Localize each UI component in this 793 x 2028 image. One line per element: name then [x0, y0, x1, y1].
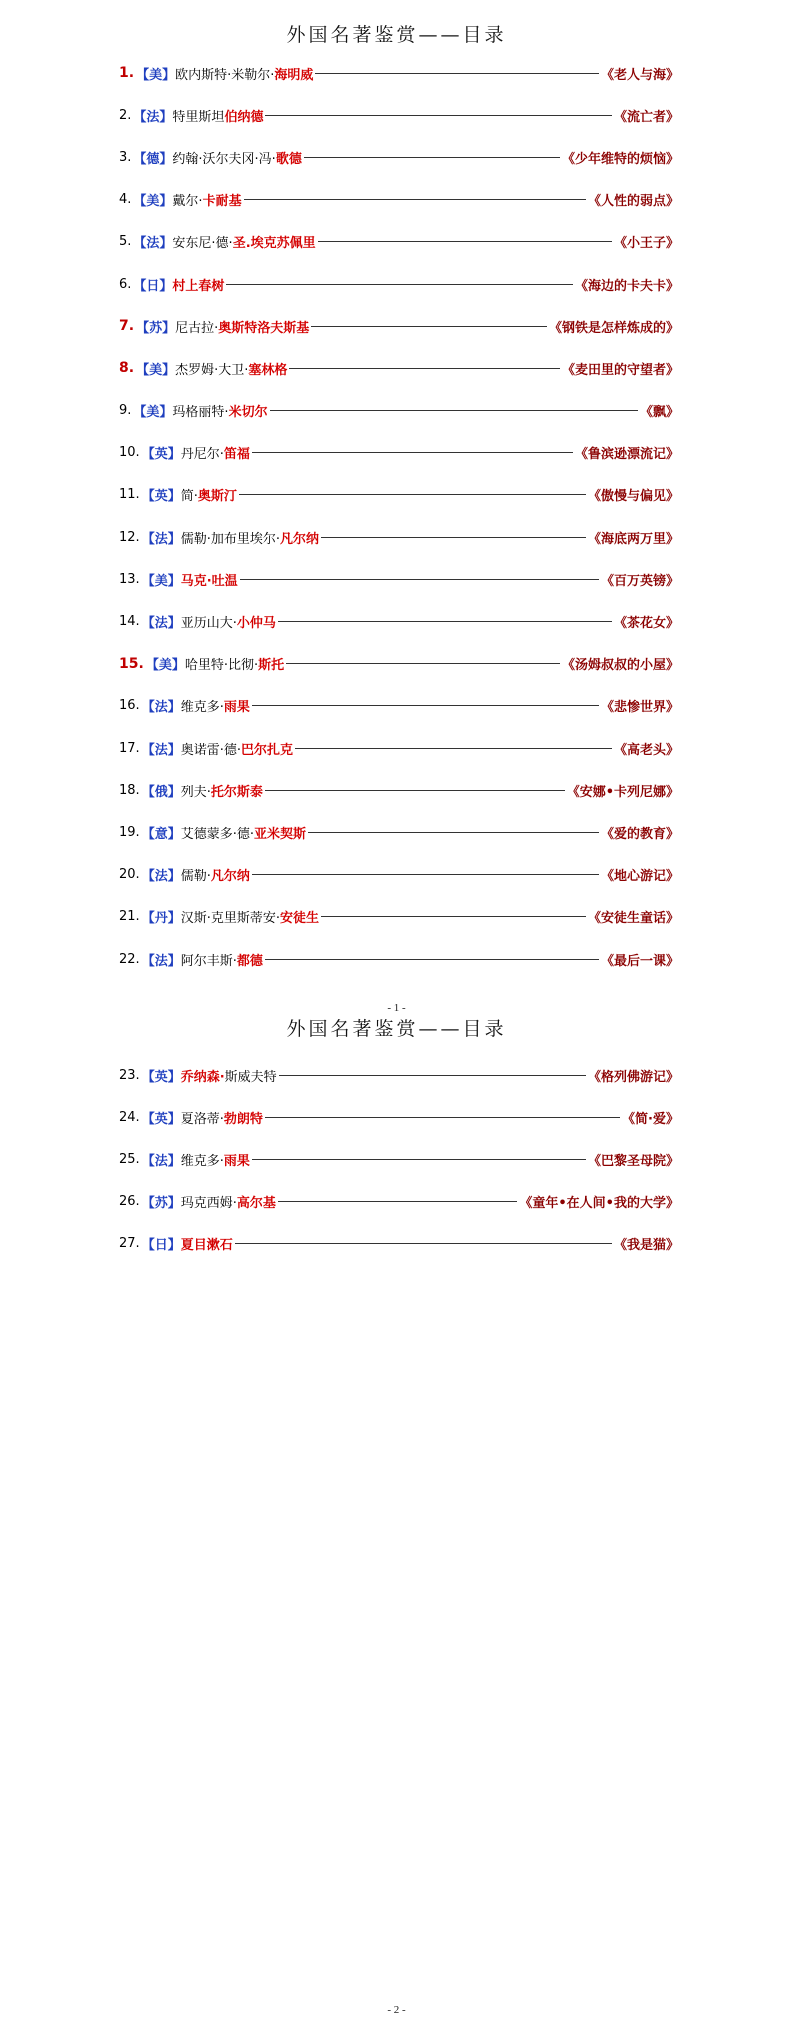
entry-country: 【意】 [141, 826, 181, 842]
entry-number: 13. [119, 571, 140, 587]
entry-country: 【英】 [141, 1069, 181, 1085]
entry-number: 19. [119, 824, 140, 840]
entry-book-title[interactable]: 《安娜•卡列尼娜》 [566, 784, 679, 800]
entry-number: 21. [119, 909, 140, 925]
entry-author-name: 杰罗姆·大卫· [175, 362, 249, 378]
entry-author-name: 戴尔· [172, 194, 203, 210]
entry-author-name: 列夫· [180, 784, 211, 800]
dot-leader [226, 284, 573, 285]
entry-author-highlight: 巴尔扎克 [240, 742, 293, 758]
entry-number: 8. [119, 360, 135, 377]
dot-leader [321, 537, 586, 538]
dot-leader [244, 199, 586, 200]
entry-author-name: 维克多· [180, 700, 224, 716]
entry-author-highlight: 雨果 [223, 700, 250, 716]
entry-country: 【美】 [141, 573, 181, 589]
entry-book-title[interactable]: 《悲惨世界》 [600, 700, 679, 716]
entry-number: 22. [119, 951, 140, 967]
entry-number: 27. [119, 1236, 140, 1252]
entry-author-highlight: 安徒生 [279, 911, 319, 927]
entry-book-title[interactable]: 《海边的卡夫卡》 [574, 278, 679, 294]
entry-number: 15. [119, 655, 144, 672]
toc-entry[interactable] [119, 516, 679, 558]
dot-leader [315, 73, 599, 74]
entry-number: 23. [119, 1067, 140, 1083]
entry-country: 【日】 [133, 278, 173, 294]
entry-author-name: 儒勒· [180, 869, 211, 885]
entry-book-title[interactable]: 《百万英镑》 [600, 573, 679, 589]
page-title: 外国名著鉴赏——目录 [286, 24, 507, 46]
entry-country: 【美】 [136, 362, 176, 378]
entry-country: 【美】 [145, 658, 185, 674]
entry-number: 5. [119, 234, 132, 250]
dot-leader [265, 959, 599, 960]
entry-number: 14. [119, 614, 140, 630]
entry-book-title[interactable]: 《少年维特的烦恼》 [561, 151, 679, 167]
entry-book-title[interactable]: 《高老头》 [613, 742, 679, 758]
entry-author-name: 尼古拉· [175, 320, 219, 336]
entry-book-title[interactable]: 《老人与海》 [600, 67, 679, 83]
entry-country: 【俄】 [141, 784, 181, 800]
dot-leader [278, 1201, 518, 1202]
toc-entry[interactable] [119, 221, 679, 263]
toc-entry[interactable] [119, 474, 679, 516]
entry-book-title[interactable]: 《麦田里的守望者》 [561, 362, 679, 378]
entry-author-highlight: 斯托 [258, 658, 285, 674]
entry-book-title[interactable]: 《简·爱》 [622, 1111, 679, 1127]
entry-author-highlight: 米切尔 [228, 405, 268, 421]
toc-entry[interactable] [119, 136, 679, 178]
entry-author-highlight: 卡耐基 [202, 194, 242, 210]
entry-author-highlight: 小仲马 [236, 616, 276, 632]
entry-country: 【法】 [141, 953, 181, 969]
toc-entry[interactable] [119, 390, 679, 432]
entry-number: 9. [119, 403, 132, 419]
entry-author-highlight: 雨果 [223, 1153, 250, 1169]
entry-book-title[interactable]: 《我是猫》 [613, 1238, 679, 1254]
dot-leader [252, 1159, 586, 1160]
entry-author-highlight: 奥斯特洛夫斯基 [218, 320, 310, 336]
dot-leader [286, 663, 560, 664]
toc-entry[interactable] [119, 94, 679, 136]
toc-entry[interactable] [119, 769, 679, 811]
entry-number: 16. [119, 698, 140, 714]
toc-entry[interactable] [119, 896, 679, 938]
entry-book-title[interactable]: 《流亡者》 [613, 109, 679, 125]
entry-book-title[interactable]: 《飘》 [639, 405, 679, 421]
entry-country: 【德】 [133, 151, 173, 167]
entry-book-title[interactable]: 《鲁滨逊漂流记》 [574, 447, 679, 463]
dot-leader [252, 705, 599, 706]
entry-author-highlight: 勃朗特 [223, 1111, 263, 1127]
entry-author-highlight: 高尔基 [236, 1196, 276, 1212]
entry-author-name: 亚历山大· [180, 616, 237, 632]
toc-entry[interactable] [119, 811, 679, 853]
entry-author-highlight: 伯纳德 [224, 109, 264, 125]
entry-author-highlight: 奥斯汀 [197, 489, 237, 505]
entry-author-highlight: 凡尔纳 [279, 531, 319, 547]
dot-leader [240, 579, 599, 580]
entry-number: 18. [119, 782, 140, 798]
entry-book-title[interactable]: 《最后一课》 [600, 953, 679, 969]
entry-country: 【英】 [141, 447, 181, 463]
dot-leader [289, 368, 560, 369]
entry-author-name: 简· [180, 489, 198, 505]
entry-number: 26. [119, 1194, 140, 1210]
entry-country: 【丹】 [141, 911, 181, 927]
entry-author-highlight: 海明威 [274, 67, 314, 83]
toc-entry[interactable] [119, 727, 679, 769]
entry-country: 【苏】 [136, 320, 176, 336]
entry-author-highlight: 村上春树 [172, 278, 225, 294]
entry-number: 10. [119, 445, 140, 461]
dot-leader [239, 494, 586, 495]
entry-book-title[interactable]: 《爱的教育》 [600, 826, 679, 842]
entry-author-name: 哈里特·比彻· [184, 658, 259, 674]
toc-entry[interactable] [119, 305, 679, 347]
entry-book-title[interactable]: 《巴黎圣母院》 [587, 1153, 679, 1169]
entry-country: 【法】 [141, 1153, 181, 1169]
dot-leader [265, 115, 612, 116]
entry-author-name: 儒勒·加布里埃尔· [180, 531, 280, 547]
entry-book-title[interactable]: 《傲慢与偏见》 [587, 489, 679, 505]
toc-entry[interactable] [119, 1138, 679, 1180]
toc-entry[interactable] [119, 643, 679, 685]
entry-book-title[interactable]: 《人性的弱点》 [587, 194, 679, 210]
toc-entry[interactable] [119, 52, 679, 94]
toc-entry[interactable] [119, 263, 679, 305]
entry-book-title[interactable]: 《茶花女》 [613, 616, 679, 632]
entry-number: 1. [119, 65, 135, 82]
dot-leader [265, 790, 565, 791]
entry-country: 【法】 [133, 109, 173, 125]
entry-book-title[interactable]: 《地心游记》 [600, 869, 679, 885]
entry-number: 11. [119, 487, 140, 503]
toc-entry[interactable] [119, 1223, 679, 1265]
entry-country: 【法】 [141, 742, 181, 758]
entry-book-title[interactable]: 《海底两万里》 [587, 531, 679, 547]
dot-leader [321, 916, 586, 917]
toc-list [119, 52, 679, 980]
dot-leader [265, 1117, 620, 1118]
dot-leader [278, 621, 612, 622]
entry-author-name: 约翰·沃尔夫冈·冯· [172, 151, 276, 167]
entry-author-highlight: 夏目漱石 [180, 1238, 233, 1254]
entry-author-name: 斯威夫特 [224, 1069, 277, 1085]
entry-country: 【美】 [133, 194, 173, 210]
entry-author-highlight: 歌德 [275, 151, 302, 167]
dot-leader [252, 874, 599, 875]
entry-author-name: 安东尼·德· [172, 236, 233, 252]
entry-country: 【法】 [133, 236, 173, 252]
entry-country: 【法】 [141, 700, 181, 716]
entry-country: 【美】 [133, 405, 173, 421]
entry-author-name: 夏洛蒂· [180, 1111, 224, 1127]
entry-author-highlight: 托尔斯泰 [210, 784, 263, 800]
dot-leader [279, 1075, 586, 1076]
dot-leader [270, 410, 638, 411]
entry-author-name: 艾德蒙多·德· [180, 826, 254, 842]
dot-leader [235, 1243, 612, 1244]
dot-leader [318, 241, 612, 242]
entry-author-name: 特里斯坦 [172, 109, 225, 125]
dot-leader [304, 157, 560, 158]
entry-country: 【法】 [141, 531, 181, 547]
toc-entry[interactable] [119, 685, 679, 727]
entry-author-highlight: 都德 [236, 953, 263, 969]
toc-entry[interactable] [119, 600, 679, 642]
toc-entry[interactable] [119, 432, 679, 474]
toc-entry[interactable] [119, 558, 679, 600]
dot-leader [252, 452, 573, 453]
entry-number: 25. [119, 1151, 140, 1167]
dot-leader [311, 326, 547, 327]
entry-country: 【英】 [141, 489, 181, 505]
entry-number: 20. [119, 867, 140, 883]
page-title: 外国名著鉴赏——目录 [286, 1018, 507, 1040]
entry-country: 【日】 [141, 1238, 181, 1254]
entry-author-name: 汉斯·克里斯蒂安· [180, 911, 280, 927]
entry-author-name: 维克多· [180, 1153, 224, 1169]
entry-author-highlight: 凡尔纳 [210, 869, 250, 885]
page-number: - 1 - [387, 1002, 406, 1014]
entry-author-name: 丹尼尔· [180, 447, 224, 463]
entry-book-title[interactable]: 《汤姆叔叔的小屋》 [561, 658, 679, 674]
entry-author-highlight: 亚米契斯 [253, 826, 306, 842]
entry-book-title[interactable]: 《小王子》 [613, 236, 679, 252]
entry-author-highlight: 圣.埃克苏佩里 [232, 236, 316, 252]
entry-author-name: 玛格丽特· [172, 405, 229, 421]
entry-country: 【法】 [141, 869, 181, 885]
entry-author-name: 奥诺雷·德· [180, 742, 241, 758]
entry-book-title[interactable]: 《安徒生童话》 [587, 911, 679, 927]
dot-leader [308, 832, 599, 833]
entry-book-title[interactable]: 《钢铁是怎样炼成的》 [548, 320, 679, 336]
entry-author-highlight: 乔纳森· [180, 1069, 225, 1085]
entry-number: 3. [119, 149, 132, 165]
entry-author-highlight: 笛福 [223, 447, 250, 463]
entry-number: 6. [119, 276, 132, 292]
toc-entry[interactable] [119, 1054, 679, 1096]
toc-entry[interactable] [119, 938, 679, 980]
entry-number: 7. [119, 318, 135, 335]
entry-book-title[interactable]: 《童年•在人间•我的大学》 [519, 1196, 679, 1212]
entry-country: 【英】 [141, 1111, 181, 1127]
entry-number: 24. [119, 1109, 140, 1125]
page-number: - 2 - [387, 2004, 406, 2016]
entry-country: 【法】 [141, 616, 181, 632]
toc-entry[interactable] [119, 1181, 679, 1223]
toc-list [119, 1054, 679, 1265]
entry-author-name: 阿尔丰斯· [180, 953, 237, 969]
entry-number: 12. [119, 529, 140, 545]
entry-author-name: 欧内斯特·米勒尔· [175, 67, 275, 83]
toc-entry[interactable] [119, 179, 679, 221]
entry-number: 4. [119, 192, 132, 208]
entry-author-name: 玛克西姆· [180, 1196, 237, 1212]
entry-author-highlight: 马克·吐温 [180, 573, 238, 589]
toc-entry[interactable] [119, 1096, 679, 1138]
entry-number: 17. [119, 740, 140, 756]
entry-author-highlight: 塞林格 [248, 362, 288, 378]
entry-number: 2. [119, 107, 132, 123]
entry-country: 【美】 [136, 67, 176, 83]
toc-entry[interactable] [119, 854, 679, 896]
dot-leader [295, 748, 612, 749]
entry-book-title[interactable]: 《格列佛游记》 [587, 1069, 679, 1085]
toc-entry[interactable] [119, 347, 679, 389]
entry-country: 【苏】 [141, 1196, 181, 1212]
